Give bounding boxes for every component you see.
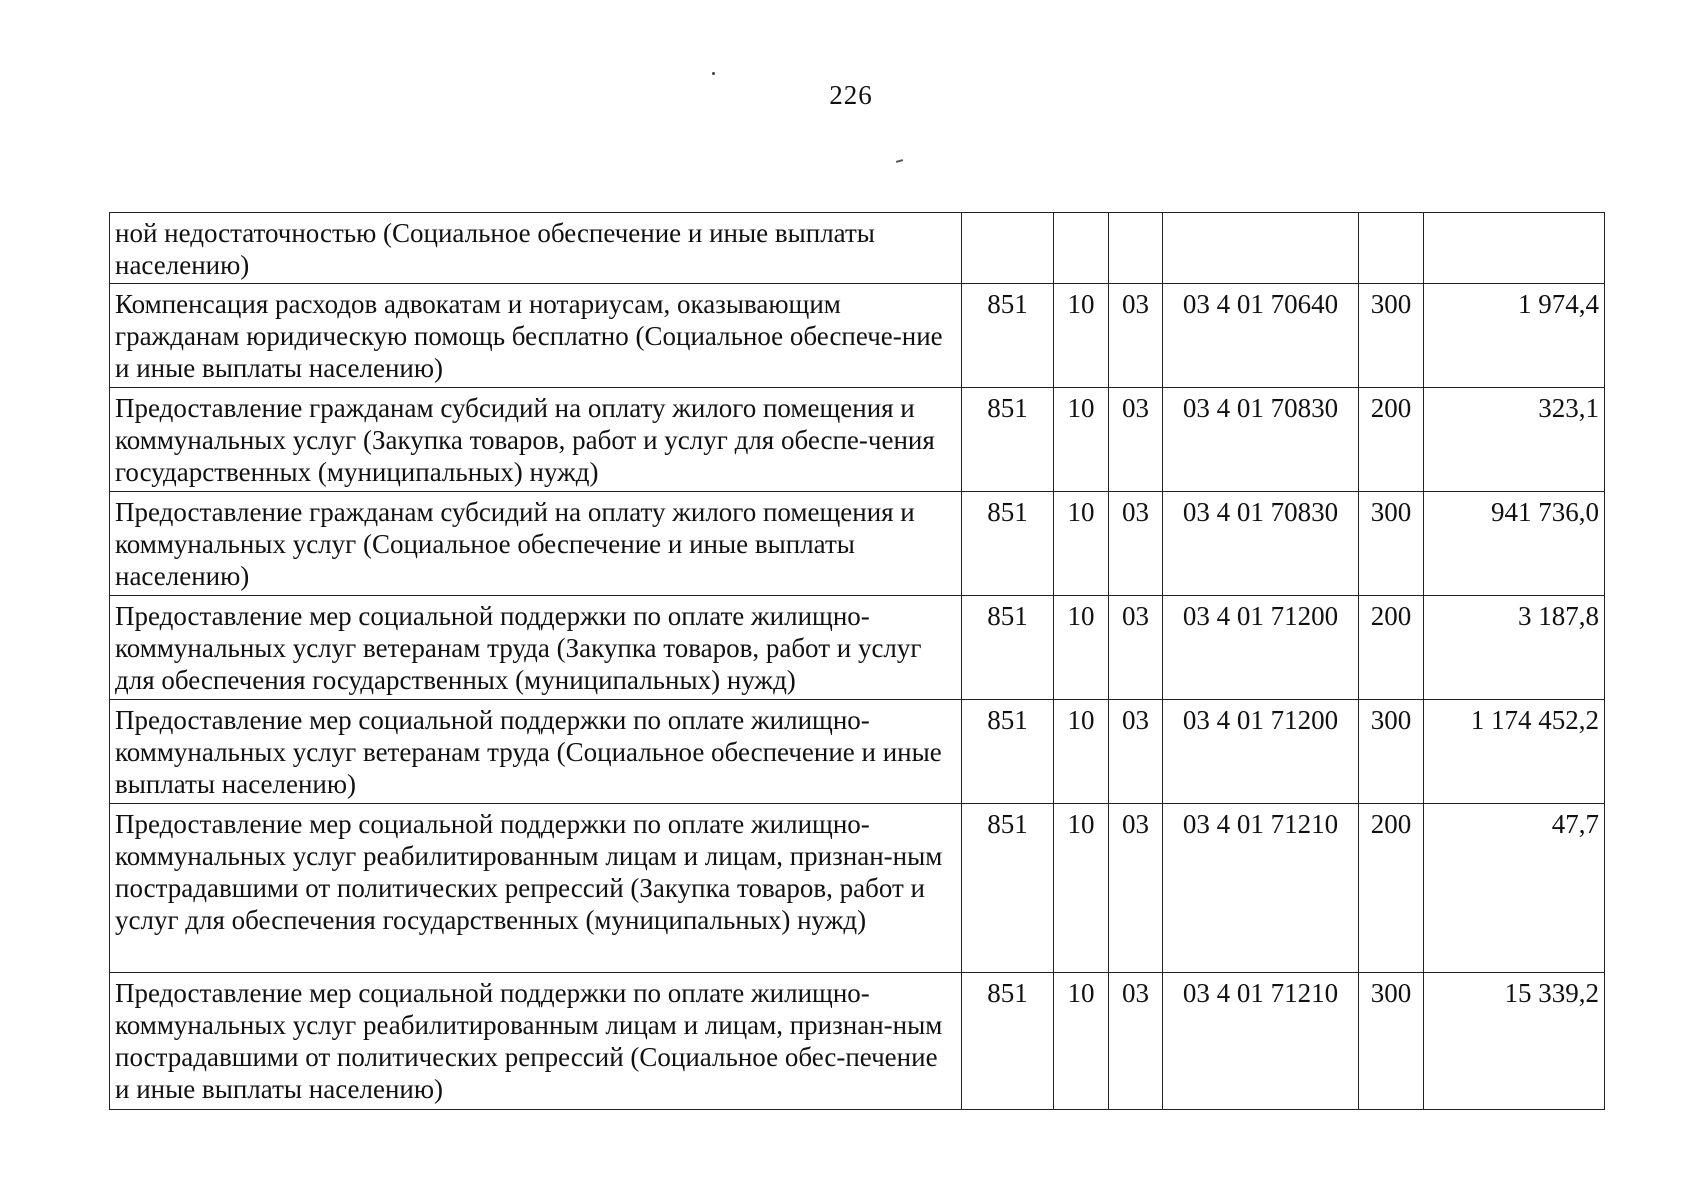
- expense-type-code: 200: [1359, 388, 1424, 492]
- target-article-code: 03 4 01 71210: [1163, 804, 1359, 973]
- subsection-code: 03: [1109, 492, 1163, 596]
- section-code: 10: [1054, 492, 1109, 596]
- ministry-code: 851: [962, 700, 1054, 804]
- section-code: 10: [1054, 973, 1109, 1110]
- amount: 15 339,2: [1424, 973, 1605, 1110]
- table-row: [110, 596, 1605, 700]
- amount: [1424, 213, 1605, 284]
- subsection-code: 03: [1109, 973, 1163, 1110]
- expense-description: Предоставление мер социальной поддержки по оплате жилищно-коммунальных услуг реабилитированным лицам и лицам, признан-ным пострадавшими от политических репрессий (Закупка товаров, работ и услуг для обеспечения государственных (муниципальных) нужд): [110, 804, 962, 973]
- target-article-code: 03 4 01 71200: [1163, 700, 1359, 804]
- amount: 3 187,8: [1424, 596, 1605, 700]
- budget-table: [109, 212, 1605, 1110]
- expense-type-code: 300: [1359, 973, 1424, 1110]
- table-row: [110, 973, 1605, 1110]
- ministry-code: 851: [962, 596, 1054, 700]
- ministry-code: [962, 213, 1054, 284]
- amount: 1 174 452,2: [1424, 700, 1605, 804]
- expense-description: Компенсация расходов адвокатам и нотариусам, оказывающим гражданам юридическую помощь бесплатно (Социальное обеспече-ние и иные выплаты населению): [110, 284, 962, 388]
- table-row: [110, 388, 1605, 492]
- expense-description: Предоставление мер социальной поддержки по оплате жилищно-коммунальных услуг ветеранам труда (Закупка товаров, работ и услуг для обеспечения государственных (муниципальных) нужд): [110, 596, 962, 700]
- ministry-code: 851: [962, 284, 1054, 388]
- expense-type-code: 200: [1359, 596, 1424, 700]
- subsection-code: 03: [1109, 804, 1163, 973]
- table-row: [110, 213, 1605, 284]
- section-code: [1054, 213, 1109, 284]
- section-code: 10: [1054, 700, 1109, 804]
- ministry-code: 851: [962, 388, 1054, 492]
- subsection-code: 03: [1109, 284, 1163, 388]
- target-article-code: [1163, 213, 1359, 284]
- subsection-code: 03: [1109, 388, 1163, 492]
- expense-description: ной недостаточностью (Социальное обеспечение и иные выплаты населению): [110, 213, 962, 284]
- table-row: [110, 804, 1605, 973]
- table-row: [110, 284, 1605, 388]
- table-row: [110, 700, 1605, 804]
- expense-description: Предоставление гражданам субсидий на оплату жилого помещения и коммунальных услуг (Социальное обеспечение и иные выплаты населению): [110, 492, 962, 596]
- expense-type-code: 300: [1359, 492, 1424, 596]
- scan-artifact: [896, 159, 903, 163]
- expense-description: Предоставление гражданам субсидий на оплату жилого помещения и коммунальных услуг (Закупка товаров, работ и услуг для обеспе-чения государственных (муниципальных) нужд): [110, 388, 962, 492]
- subsection-code: [1109, 213, 1163, 284]
- section-code: 10: [1054, 596, 1109, 700]
- section-code: 10: [1054, 388, 1109, 492]
- target-article-code: 03 4 01 70830: [1163, 492, 1359, 596]
- amount: 47,7: [1424, 804, 1605, 973]
- table-row: [110, 492, 1605, 596]
- subsection-code: 03: [1109, 596, 1163, 700]
- section-code: 10: [1054, 284, 1109, 388]
- expense-type-code: 200: [1359, 804, 1424, 973]
- target-article-code: 03 4 01 70830: [1163, 388, 1359, 492]
- section-code: 10: [1054, 804, 1109, 973]
- expense-type-code: 300: [1359, 700, 1424, 804]
- target-article-code: 03 4 01 71200: [1163, 596, 1359, 700]
- expense-type-code: [1359, 213, 1424, 284]
- subsection-code: 03: [1109, 700, 1163, 804]
- page-number: 226: [829, 80, 873, 110]
- amount: 1 974,4: [1424, 284, 1605, 388]
- expense-description: Предоставление мер социальной поддержки по оплате жилищно-коммунальных услуг реабилитированным лицам и лицам, признан-ным пострадавшими от политических репрессий (Социальное обес-печение и иные выплаты населению): [110, 973, 962, 1110]
- ministry-code: 851: [962, 804, 1054, 973]
- expense-type-code: 300: [1359, 284, 1424, 388]
- ministry-code: 851: [962, 492, 1054, 596]
- target-article-code: 03 4 01 71210: [1163, 973, 1359, 1110]
- amount: 323,1: [1424, 388, 1605, 492]
- target-article-code: 03 4 01 70640: [1163, 284, 1359, 388]
- expense-description: Предоставление мер социальной поддержки по оплате жилищно-коммунальных услуг ветеранам труда (Социальное обеспечение и иные выплаты населению): [110, 700, 962, 804]
- amount: 941 736,0: [1424, 492, 1605, 596]
- ministry-code: 851: [962, 973, 1054, 1110]
- scan-artifact: [712, 72, 715, 75]
